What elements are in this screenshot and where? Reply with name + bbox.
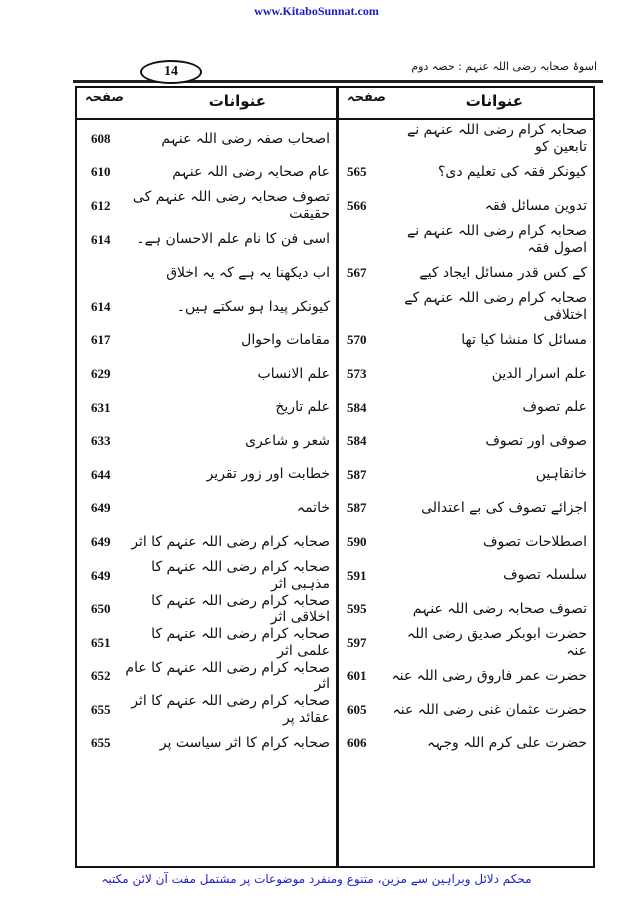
toc-entry bbox=[77, 122, 336, 156]
entry-title: علم تصوف bbox=[522, 399, 587, 416]
entry-page: 631 bbox=[91, 399, 111, 415]
entry-title: صحابہ کرام رضی اللہ عنہم کا عام اثر bbox=[125, 659, 330, 693]
toc-entry bbox=[77, 458, 336, 492]
entry-title: تصوف صحابہ رضی اللہ عنہم bbox=[412, 600, 587, 617]
entry-title: صحابہ کرام رضی اللہ عنہم کا اخلاقی اثر bbox=[151, 592, 330, 626]
entry-page: 605 bbox=[347, 701, 367, 717]
entry-title: کیونکر پیدا ہو سکتے ہیں۔ bbox=[176, 298, 330, 315]
toc-entry bbox=[77, 223, 336, 257]
entry-title: اصحاب صفہ رضی اللہ عنہم bbox=[161, 130, 330, 147]
toc-entry bbox=[77, 290, 336, 324]
footer-tagline: محکم دلائل وبراہین سے مزین، متنوع ومنفرد موضوعات پر مشتمل مفت آن لائن مکتبہ bbox=[101, 872, 532, 886]
toc-entry bbox=[339, 223, 593, 257]
toc-entry bbox=[77, 592, 336, 626]
toc-entry bbox=[77, 727, 336, 761]
entry-page: 655 bbox=[91, 701, 111, 717]
entry-page: 584 bbox=[347, 399, 367, 415]
titles-header: عنوانات bbox=[465, 92, 523, 110]
entry-title: کے کس قدر مسائل ایجاد کیے bbox=[419, 264, 587, 281]
toc-entry bbox=[77, 391, 336, 425]
page-number: 14 bbox=[140, 60, 202, 84]
entry-page: 587 bbox=[347, 500, 367, 516]
entry-page: 655 bbox=[91, 735, 111, 751]
entry-title: اسی فن کا نام علم الاحسان ہے۔ bbox=[136, 231, 330, 248]
toc-entry bbox=[339, 626, 593, 660]
entry-title: حضرت ابوبکر صدیق رضی اللہ عنہ bbox=[407, 626, 587, 659]
page-header: صفحہ bbox=[85, 90, 124, 105]
entry-title: عام صحابہ رضی اللہ عنہم bbox=[172, 164, 330, 181]
entry-title: اب دیکھنا یہ ہے کہ یہ اخلاق bbox=[166, 264, 330, 281]
entry-page: 595 bbox=[347, 601, 367, 617]
entry-title: شعر و شاعری bbox=[245, 432, 330, 449]
entry-title: علم اسرار الدین bbox=[491, 365, 587, 382]
toc-entry bbox=[339, 357, 593, 391]
entry-page: 614 bbox=[91, 298, 111, 314]
entry-page: 629 bbox=[91, 365, 111, 381]
entry-page: 567 bbox=[347, 265, 367, 281]
entry-page: 606 bbox=[347, 735, 367, 751]
entry-page: 566 bbox=[347, 197, 367, 213]
entry-title: صحابہ کرام رضی اللہ عنہم کا مذہبی اثر bbox=[151, 559, 330, 592]
toc-entry bbox=[77, 256, 336, 290]
entry-title: صوفی اور تصوف bbox=[485, 432, 587, 449]
entry-page: 590 bbox=[347, 533, 367, 549]
entry-page: 597 bbox=[347, 634, 367, 650]
entry-page: 633 bbox=[91, 433, 111, 449]
right-rows bbox=[339, 120, 593, 760]
entry-page: 644 bbox=[91, 466, 111, 482]
entry-page: 601 bbox=[347, 668, 367, 684]
entry-title: کیونکر فقہ کی تعلیم دی؟ bbox=[437, 164, 587, 181]
toc-entry bbox=[77, 559, 336, 593]
toc-entry bbox=[339, 727, 593, 761]
entry-title: مسائل کا منشا کیا تھا bbox=[461, 332, 587, 349]
toc-entry bbox=[339, 693, 593, 727]
column-header bbox=[339, 88, 593, 120]
toc-entry bbox=[77, 357, 336, 391]
page-header: صفحہ bbox=[347, 90, 386, 105]
right-column bbox=[339, 88, 593, 866]
toc-entry bbox=[339, 525, 593, 559]
toc-entry bbox=[339, 324, 593, 358]
running-header: اسوۂ صحابہ رضی اللہ عنہم : حصہ دوم bbox=[411, 60, 597, 73]
titles-header: عنوانات bbox=[208, 92, 266, 110]
toc-entry bbox=[77, 324, 336, 358]
entry-title: صحابہ کرام رضی اللہ عنہم نے تابعین کو bbox=[407, 122, 587, 155]
entry-page: 650 bbox=[91, 601, 111, 617]
toc-entry bbox=[77, 156, 336, 190]
entry-page: 651 bbox=[91, 634, 111, 650]
entry-page: 614 bbox=[91, 231, 111, 247]
toc-entry bbox=[77, 189, 336, 223]
toc-entry bbox=[339, 592, 593, 626]
toc-entry bbox=[77, 492, 336, 526]
left-column bbox=[77, 88, 336, 866]
toc-entry bbox=[339, 559, 593, 593]
entry-title: حضرت علی کرم اللہ وجہہ bbox=[426, 735, 587, 752]
entry-title: اصطلاحات تصوف bbox=[483, 533, 587, 550]
toc-entry bbox=[339, 189, 593, 223]
entry-title: سلسلہ تصوف bbox=[503, 567, 587, 584]
watermark-url: www.KitaboSunnat.com bbox=[254, 4, 379, 18]
toc-entry bbox=[77, 424, 336, 458]
entry-title: مقامات واحوال bbox=[241, 332, 330, 349]
entry-page: 652 bbox=[91, 668, 111, 684]
entry-page: 649 bbox=[91, 567, 111, 583]
entry-title: صحابہ کرام رضی اللہ عنہم کا علمی اثر bbox=[151, 626, 330, 659]
column-header bbox=[77, 88, 336, 120]
entry-title: تصوف صحابہ رضی اللہ عنہم کی حقیقت bbox=[132, 189, 330, 222]
entry-title: صحابہ کرام رضی اللہ عنہم کا اثر عقائد پر bbox=[131, 693, 330, 726]
entry-page: 608 bbox=[91, 130, 111, 146]
entry-title: صحابہ کرام رضی اللہ عنہم نے اصول فقہ bbox=[407, 223, 587, 256]
contents-table bbox=[75, 86, 595, 868]
left-rows bbox=[77, 120, 336, 760]
toc-entry bbox=[77, 660, 336, 694]
toc-entry bbox=[77, 525, 336, 559]
entry-page: 610 bbox=[91, 164, 111, 180]
entry-page: 570 bbox=[347, 332, 367, 348]
entry-page: 587 bbox=[347, 466, 367, 482]
toc-entry bbox=[339, 660, 593, 694]
entry-title: اجزائے تصوف کی بے اعتدالی bbox=[421, 500, 587, 517]
toc-entry bbox=[339, 122, 593, 156]
toc-entry bbox=[339, 492, 593, 526]
entry-title: علم الانساب bbox=[257, 365, 330, 382]
entry-title: صحابہ کرام رضی اللہ عنہم کے اختلافی bbox=[404, 290, 587, 323]
toc-entry bbox=[339, 458, 593, 492]
toc-entry bbox=[77, 626, 336, 660]
entry-title: علم تاریخ bbox=[275, 399, 330, 416]
entry-page: 591 bbox=[347, 567, 367, 583]
entry-title: خطابت اور زور تقریر bbox=[206, 466, 330, 483]
entry-title: تدوین مسائل فقہ bbox=[484, 197, 587, 214]
entry-page: 617 bbox=[91, 332, 111, 348]
entry-page: 584 bbox=[347, 433, 367, 449]
entry-page: 649 bbox=[91, 500, 111, 516]
entry-title: صحابہ کرام رضی اللہ عنہم کا اثر bbox=[131, 533, 330, 550]
toc-entry bbox=[339, 256, 593, 290]
entry-page: 573 bbox=[347, 365, 367, 381]
entry-page: 612 bbox=[91, 197, 111, 213]
toc-entry bbox=[77, 693, 336, 727]
entry-page: 565 bbox=[347, 164, 367, 180]
toc-entry bbox=[339, 290, 593, 324]
entry-title: خاتمہ bbox=[296, 500, 330, 517]
entry-title: حضرت عثمان غنی رضی اللہ عنہ bbox=[392, 701, 587, 718]
toc-entry bbox=[339, 391, 593, 425]
toc-entry bbox=[339, 156, 593, 190]
entry-page: 649 bbox=[91, 533, 111, 549]
entry-title: خانقاہیں bbox=[535, 466, 587, 483]
entry-title: حضرت عمر فاروق رضی اللہ عنہ bbox=[391, 668, 587, 685]
entry-title: صحابہ کرام کا اثر سیاست پر bbox=[159, 735, 330, 752]
toc-entry bbox=[339, 424, 593, 458]
